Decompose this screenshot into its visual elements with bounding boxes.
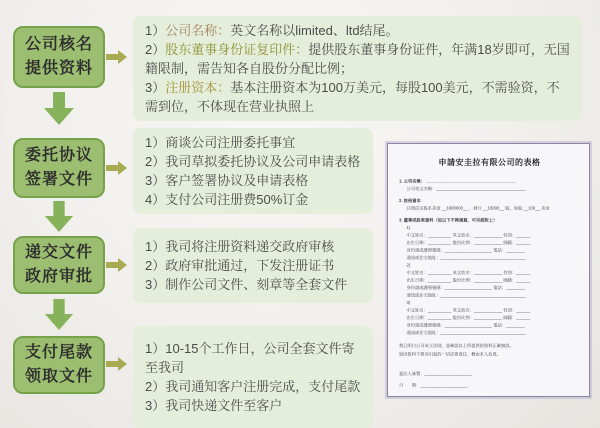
detail-text-segment: 2）	[145, 42, 166, 57]
detail-line	[145, 396, 363, 415]
detail-text-segment: 1）	[145, 23, 166, 38]
detail-text-segment: 1）商谈公司注册委托事宜	[145, 135, 296, 150]
step-box-label: 签署文件	[24, 171, 93, 188]
form-line: 身份證或護照號碼：____________________ 電話：________	[406, 247, 525, 253]
form-line: 2)	[406, 262, 411, 268]
form-line: 通訊或住宅地址：____________________________________	[406, 330, 526, 335]
step-box-final-payment	[13, 336, 105, 394]
detail-text-segment: 3）制作公司文件、刻章等全套文件	[145, 277, 348, 292]
step-box-label: 提供资料	[24, 60, 93, 77]
detail-text-segment: 2）我司草拟委托协议及公司申请表格	[145, 154, 361, 169]
form-title: 申請安圭拉有限公司的表格	[438, 158, 541, 167]
detail-text-segment: 4）支付公司注册费50%订金	[145, 192, 309, 207]
detail-text-segment: 英文名称以limited、ltd结尾。	[230, 23, 399, 38]
detail-line	[145, 78, 572, 116]
form-line: 通訊或住宅地址：____________________________________	[406, 292, 526, 298]
arrow-right-icon	[106, 160, 128, 176]
form-line: 3. 董事或股東資料（如以下不夠填寫，可另紙附上）	[399, 217, 498, 223]
form-line: 出生日期：__________ 股份比例：____________ 國籍：______	[406, 277, 531, 283]
step-details-2	[133, 128, 373, 214]
detail-text-segment: 3）我司快递文件至客户	[145, 398, 283, 413]
step-box-agreement-signing	[13, 138, 105, 198]
form-line: 中文姓名：__________ 英文姓名：____________ 性別：______	[406, 232, 531, 238]
detail-text-segment: 3）客户签署协议及申请表格	[145, 173, 309, 188]
step-box-label: 委托协议	[24, 147, 93, 164]
detail-line	[145, 339, 363, 377]
detail-line	[145, 171, 363, 190]
arrow-right-icon	[106, 49, 128, 65]
arrow-down-icon	[43, 92, 75, 126]
step-box-label: 领取文件	[24, 368, 93, 385]
arrow-down-icon	[43, 201, 75, 233]
form-line: 日 期：____________________	[399, 382, 468, 388]
arrow-right-icon	[106, 356, 128, 372]
form-line: 公司英文名稱：______________________________________	[406, 186, 527, 191]
step-details-1	[133, 16, 582, 121]
detail-line	[145, 21, 572, 40]
form-line	[399, 337, 580, 342]
detail-text-segment: 提供股东董事身份证件，年满18岁即可，无国籍限制，需告知各自股份分配比例；	[145, 42, 570, 76]
detail-text-segment: 2）我司通知客户注册完成，支付尾款	[145, 379, 361, 394]
form-body	[399, 178, 580, 390]
form-line: 出生日期：__________ 股份比例：____________ 國籍：______	[406, 240, 531, 245]
form-line: 身份證或護照號碼：____________________ 電話：________	[406, 322, 525, 328]
form-line: 1. 公司名稱： ______________________________________	[399, 178, 516, 184]
detail-text-segment: 1）我司将注册资料递交政府审核	[145, 239, 335, 254]
detail-text-segment: 基本注册资本为100万美元，每股100美元，不需验资，不需到位，不体现在营业执照上	[145, 80, 560, 114]
form-line: 我已明白公司成立法則，並確認以上所提供的資料正確無誤。	[399, 343, 514, 348]
step-box-label: 公司核名	[24, 36, 93, 53]
form-line: 2. 註冊資本	[399, 198, 421, 203]
step-details-4	[133, 326, 373, 428]
form-line: 通訊或住宅地址：____________________________________	[406, 255, 526, 260]
detail-text-segment: 2）政府审批通过，下发注册证书	[145, 258, 335, 273]
form-line: 委託人簽署：____________________	[399, 371, 472, 376]
form-line: 3)	[406, 300, 411, 305]
detail-keyword: 注册资本：	[165, 80, 231, 95]
detail-keyword: 股东董事身份证复印件：	[165, 42, 309, 57]
detail-line	[145, 152, 363, 171]
detail-text-segment: 3）	[145, 80, 166, 95]
arrow-right-icon	[106, 257, 128, 273]
detail-line	[145, 190, 363, 209]
form-line: 如因資料不實而引起的一切法律責任，概由本人負責。	[399, 351, 502, 357]
form-line: 1)	[406, 225, 411, 230]
form-line: 身份證或護照號碼：____________________ 電話：________	[406, 285, 525, 290]
detail-line	[145, 237, 363, 256]
step-box-label: 支付尾款	[24, 344, 93, 361]
step-box-government-approval	[13, 236, 105, 294]
detail-line	[145, 377, 363, 396]
form-line: 出生日期：__________ 股份比例：____________ 國籍：______	[406, 315, 531, 320]
arrow-down-icon	[43, 299, 75, 331]
form-line: 中文姓名：__________ 英文姓名：____________ 性別：______	[406, 270, 531, 275]
step-box-company-name-check	[13, 26, 105, 88]
step-details-3	[133, 228, 373, 303]
form-line: 註冊法定股本美金 __1000000__ ，發行 __10000__ 股，每股 __100__ 美金	[406, 205, 550, 211]
detail-line	[145, 275, 363, 294]
step-box-label: 递交文件	[24, 244, 93, 261]
detail-line	[145, 256, 363, 275]
application-form-document	[387, 143, 590, 397]
form-line: 中文姓名：__________ 英文姓名：____________ 性別：______	[406, 307, 531, 313]
detail-line	[145, 133, 363, 152]
form-page	[388, 144, 590, 397]
detail-text-segment: 1）10-15个工作日，公司全套文件寄至我司	[145, 341, 355, 375]
detail-keyword: 公司名称：	[165, 23, 231, 38]
step-box-label: 政府审批	[24, 268, 93, 285]
detail-line	[145, 40, 572, 78]
